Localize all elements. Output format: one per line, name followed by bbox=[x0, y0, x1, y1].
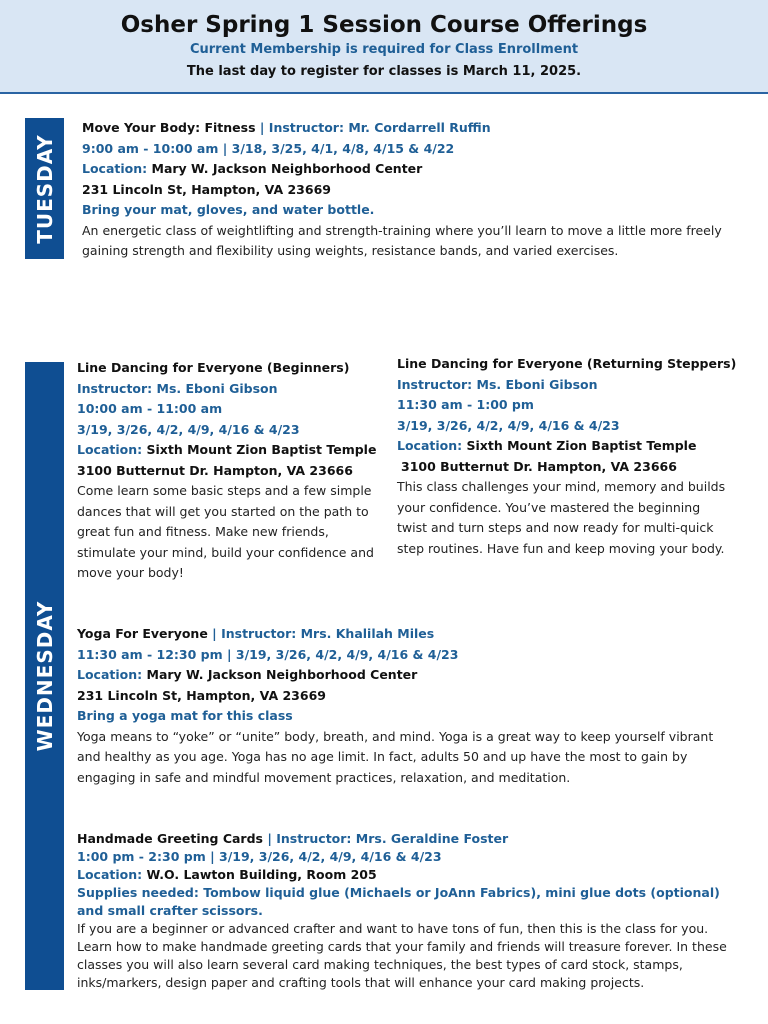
course-title-line bbox=[77, 624, 727, 645]
course-yoga bbox=[77, 624, 727, 788]
course-instructor: | Instructor: Mrs. Geraldine Foster bbox=[262, 831, 509, 846]
location-name: Sixth Mount Zion Baptist Temple bbox=[146, 442, 377, 457]
course-time: 11:30 am - 1:00 pm bbox=[397, 397, 534, 412]
course-title-line bbox=[82, 118, 732, 139]
location-name: Mary W. Jackson Neighborhood Center bbox=[151, 161, 423, 176]
course-dates: 3/19, 3/26, 4/2, 4/9, 4/16 & 4/23 bbox=[77, 421, 300, 437]
course-address: 3100 Butternut Dr. Hampton, VA 23666 bbox=[401, 458, 677, 474]
course-location bbox=[77, 866, 743, 884]
course-title: Move Your Body: Fitness bbox=[82, 120, 256, 135]
page-title: Osher Spring 1 Session Course Offerings bbox=[120, 12, 648, 38]
course-description: Yoga means to “yoke” or “unite” body, breath, and mind. Yoga is a great way to keep yourself vibrant and healthy as you age. Yoga has no age limit. In fact, adults 50 and up have the most to gain by engaging in safe and mindful movement practices, relaxation, and meditation. bbox=[77, 728, 714, 785]
course-greeting-cards bbox=[77, 830, 743, 992]
course-schedule: 9:00 am - 10:00 am | 3/18, 3/25, 4/1, 4/8, 4/15 & 4/22 bbox=[82, 140, 455, 156]
course-time: 10:00 am - 11:00 am bbox=[77, 401, 223, 416]
course-fitness bbox=[82, 118, 732, 262]
course-description: An energetic class of weightlifting and strength-training where you’ll learn to move a little more freely gaining strength and flexibility using weights, resistance bands, and varied exercises. bbox=[82, 222, 722, 258]
course-schedule: 11:30 am - 12:30 pm | 3/19, 3/26, 4/2, 4/9, 4/16 & 4/23 bbox=[77, 646, 459, 662]
membership-notice: Current Membership is required for Class Enrollment bbox=[189, 42, 579, 57]
course-description: This class challenges your mind, memory and builds your confidence. You’ve mastered the beginning twist and turn steps and now ready for multi-quick step routines. Have fun and keep moving your body. bbox=[397, 479, 726, 556]
location-name: Sixth Mount Zion Baptist Temple bbox=[466, 438, 697, 453]
course-schedule: 1:00 pm - 2:30 pm | 3/19, 3/26, 4/2, 4/9, 4/16 & 4/23 bbox=[77, 849, 442, 864]
course-location bbox=[77, 440, 382, 461]
course-line-dancing-returning bbox=[397, 354, 737, 559]
registration-deadline: The last day to register for classes is March 11, 2025. bbox=[186, 64, 582, 79]
day-label-wednesday: WEDNESDAY bbox=[32, 600, 57, 752]
course-title-line bbox=[77, 830, 743, 848]
location-name: W.O. Lawton Building, Room 205 bbox=[146, 867, 377, 882]
course-line-dancing-beginners bbox=[77, 358, 382, 584]
course-dates: 3/19, 3/26, 4/2, 4/9, 4/16 & 4/23 bbox=[397, 417, 620, 433]
course-location bbox=[82, 159, 732, 180]
course-note: Bring a yoga mat for this class bbox=[77, 708, 293, 723]
location-label: Location: bbox=[77, 442, 147, 457]
course-instructor: Instructor: Ms. Eboni Gibson bbox=[77, 380, 278, 396]
location-label: Location: bbox=[77, 867, 147, 882]
location-label: Location: bbox=[77, 667, 147, 682]
course-address: 231 Lincoln St, Hampton, VA 23669 bbox=[82, 181, 331, 197]
course-instructor: | Instructor: Mrs. Khalilah Miles bbox=[207, 626, 435, 641]
course-note: Bring your mat, gloves, and water bottle. bbox=[82, 202, 375, 217]
course-instructor: Instructor: Ms. Eboni Gibson bbox=[397, 376, 598, 392]
course-supplies: Supplies needed: Tombow liquid glue (Michaels or JoAnn Fabrics), mini glue dots (optional) and small crafter scissors. bbox=[77, 885, 720, 918]
course-title: Line Dancing for Everyone (Returning Steppers) bbox=[397, 356, 737, 371]
course-location bbox=[397, 436, 732, 457]
day-band-wednesday bbox=[25, 362, 64, 990]
course-instructor: | Instructor: Mr. Cordarrell Ruffin bbox=[255, 120, 491, 135]
course-address: 3100 Butternut Dr. Hampton, VA 23666 bbox=[77, 462, 353, 478]
course-title: Handmade Greeting Cards bbox=[77, 831, 263, 846]
course-description: If you are a beginner or advanced crafter and want to have tons of fun, then this is the class for you. Learn how to make handmade greeting cards that your family and friends will treasure forever. In these classes you will also learn several card making techniques, the best types of card stock, stamps, inks/markers, design paper and crafting tools that will enhance your card making projects. bbox=[77, 921, 727, 990]
day-label-tuesday: TUESDAY bbox=[32, 133, 57, 244]
location-label: Location: bbox=[397, 438, 467, 453]
course-location bbox=[77, 665, 727, 686]
course-title: Yoga For Everyone bbox=[77, 626, 208, 641]
day-band-tuesday bbox=[25, 118, 64, 259]
page-header bbox=[0, 0, 768, 94]
location-label: Location: bbox=[82, 161, 152, 176]
location-name: Mary W. Jackson Neighborhood Center bbox=[146, 667, 418, 682]
course-address: 231 Lincoln St, Hampton, VA 23669 bbox=[77, 687, 326, 703]
course-title: Line Dancing for Everyone (Beginners) bbox=[77, 360, 350, 375]
course-description: Come learn some basic steps and a few simple dances that will get you started on the path to great fun and fitness. Make new friends, stimulate your mind, build your confidence and move your body! bbox=[77, 483, 374, 580]
